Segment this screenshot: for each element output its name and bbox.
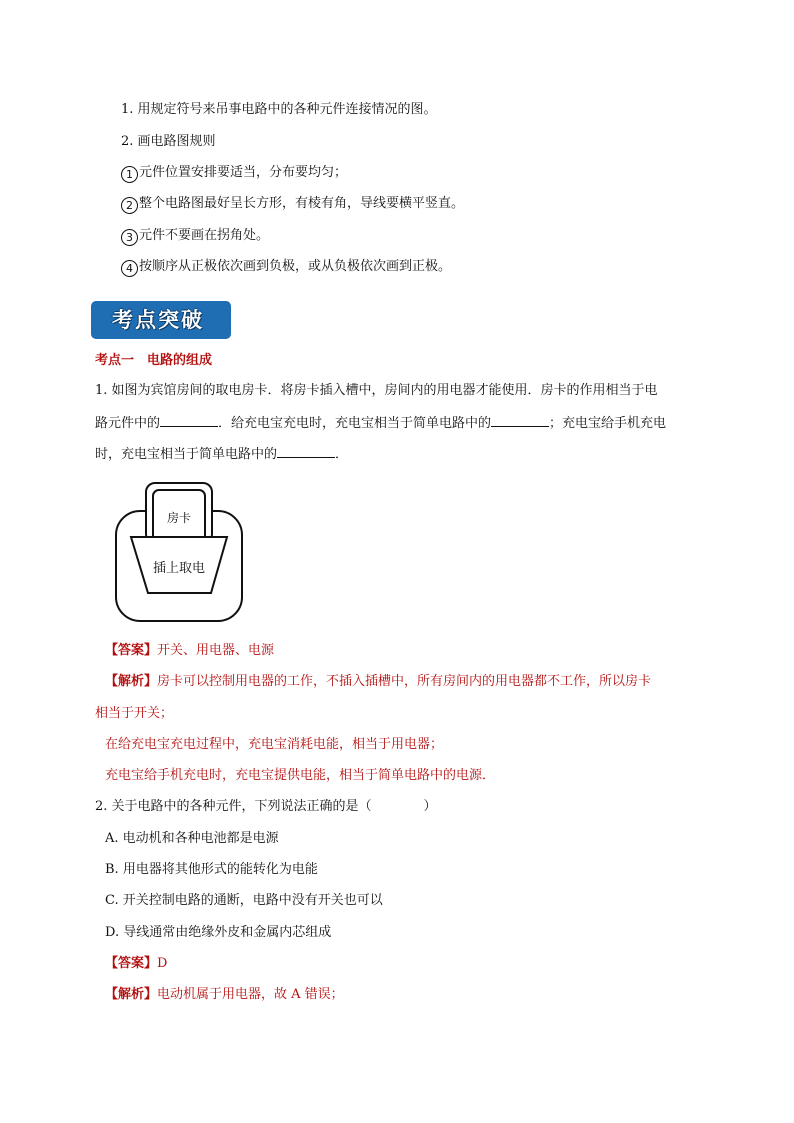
- analysis-tag: 【解析】: [105, 987, 158, 1002]
- rule-2: [121, 196, 464, 214]
- q2-option-b: B. 用电器将其他形式的能转化为电能: [105, 862, 318, 877]
- answer-tag: 【答案】: [105, 643, 158, 658]
- circled-number: 4: [121, 260, 138, 277]
- rule-text: 元件不要画在拐角处。: [139, 228, 270, 243]
- q2-option-c: C. 开关控制电路的通断，电路中没有开关也可以: [105, 893, 383, 908]
- rule-4: [121, 259, 451, 277]
- q1-analysis-line-4: 充电宝给手机充电时，充电宝提供电能，相当于简单电路中的电源．: [105, 768, 496, 783]
- card-label: 房卡: [166, 511, 192, 525]
- rule-text: 按顺序从正极依次画到负极，或从负极依次画到正极。: [139, 259, 452, 274]
- rule-1: [121, 165, 347, 183]
- q2-analysis: 【解析】电动机属于用电器，故 A 错误；: [105, 987, 344, 1002]
- circled-number: 3: [121, 229, 138, 246]
- room-card-figure: [110, 478, 250, 626]
- analysis-tag: 【解析】: [105, 674, 158, 689]
- answer-tag: 【答案】: [105, 956, 158, 971]
- intro-item-1: 1. 用规定符号来吊事电路中的各种元件连接情况的图。: [121, 102, 437, 117]
- q1-line-3: 时，充电宝相当于简单电路中的 ．: [95, 447, 349, 462]
- rule-text: 整个电路图最好呈长方形，有棱有角，导线要横平竖直。: [139, 196, 465, 211]
- rule-3: [121, 228, 269, 246]
- q2-stem: 2. 关于电路中的各种元件，下列说法正确的是（ ）: [95, 799, 437, 814]
- answer-blank: [160, 414, 218, 427]
- answer-text: D: [157, 956, 168, 971]
- answer-blank: [277, 445, 335, 458]
- section-banner-label: 考点突破: [112, 308, 204, 332]
- answer-blank: [491, 414, 549, 427]
- q1-line-1: 1. 如图为宾馆房间的取电房卡．将房卡插入槽中，房间内的用电器才能使用．房卡的作用相当于电: [95, 383, 658, 398]
- q2-option-d: D. 导线通常由绝缘外皮和金属内芯组成: [105, 925, 332, 940]
- slot-label: 插上取电: [152, 561, 206, 576]
- circled-number: 1: [121, 166, 138, 183]
- rule-text: 元件位置安排要适当，分布要均匀；: [139, 165, 348, 180]
- topic-title: 考点一 电路的组成: [95, 353, 213, 368]
- q2-answer: [105, 956, 167, 972]
- intro-item-2: 2. 画电路图规则: [121, 134, 216, 149]
- q1-analysis-line-1: 【解析】房卡可以控制用电器的工作，不插入插槽中，所有房间内的用电器都不工作，所以房卡: [105, 674, 652, 689]
- q1-line-2: 路元件中的 ．给充电宝充电时，充电宝相当于简单电路中的 ；充电宝给手机充电: [95, 416, 667, 431]
- q1-analysis-line-3: 在给充电宝充电过程中，充电宝消耗电能，相当于用电器；: [105, 737, 444, 752]
- q1-analysis-line-2: 相当于开关；: [95, 706, 174, 721]
- answer-text: 开关、用电器、电源: [157, 643, 275, 658]
- q1-answer: [105, 643, 274, 659]
- q2-option-a: A. 电动机和各种电池都是电源: [105, 831, 279, 846]
- circled-number: 2: [121, 197, 138, 214]
